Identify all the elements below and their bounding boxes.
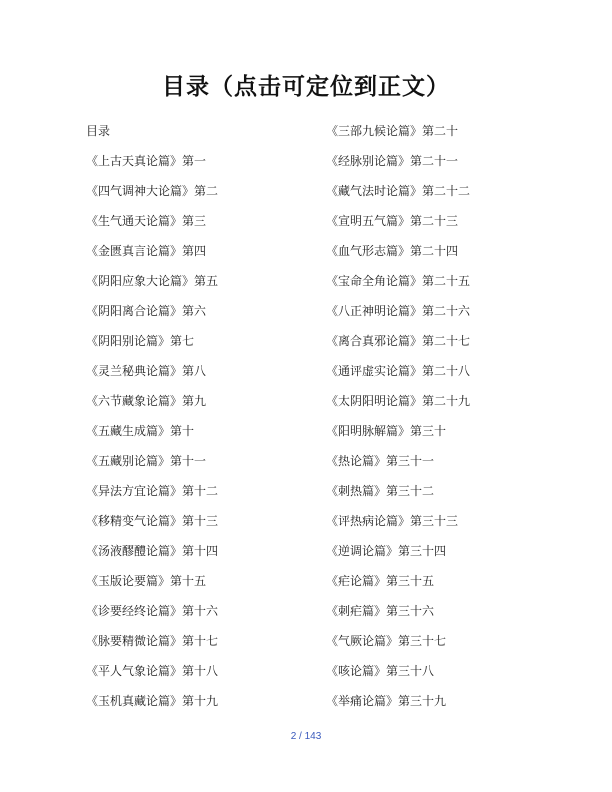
toc-link-label: 《上古天真论篇》第一 (86, 154, 207, 168)
toc-link[interactable] (86, 360, 316, 390)
toc-link[interactable] (86, 390, 316, 420)
toc-link-label: 《生气通天论篇》第三 (86, 214, 207, 228)
toc-column-left (86, 120, 316, 720)
toc-link[interactable] (326, 390, 576, 420)
toc-link-label: 《疟论篇》第三十五 (326, 574, 435, 588)
toc-link-label: 《五藏生成篇》第十 (86, 424, 195, 438)
toc-link[interactable] (86, 570, 316, 600)
toc-link-label: 《逆调论篇》第三十四 (326, 544, 447, 558)
toc-link-label: 《刺热篇》第三十二 (326, 484, 435, 498)
page-number-indicator: 2 / 143 (290, 731, 322, 742)
toc-link[interactable] (86, 660, 316, 690)
toc-link-label: 《汤液醪醴论篇》第十四 (86, 544, 219, 558)
toc-link-label: 《刺疟篇》第三十六 (326, 604, 435, 618)
toc-link-label: 《评热病论篇》第三十三 (326, 514, 459, 528)
toc-link[interactable] (86, 150, 316, 180)
toc-link[interactable] (86, 690, 316, 720)
toc-link[interactable] (326, 450, 576, 480)
toc-link[interactable] (326, 660, 576, 690)
toc-link-label: 《脉要精微论篇》第十七 (86, 634, 219, 648)
toc-link-label: 《宣明五气篇》第二十三 (326, 214, 459, 228)
toc-link-label: 《阴阳别论篇》第七 (86, 334, 195, 348)
toc-link-label: 《阴阳离合论篇》第六 (86, 304, 207, 318)
toc-link-label: 《血气形志篇》第二十四 (326, 244, 459, 258)
toc-link-label: 《玉机真藏论篇》第十九 (86, 694, 219, 708)
toc-link[interactable] (326, 510, 576, 540)
toc-link[interactable] (86, 210, 316, 240)
toc-link[interactable] (86, 300, 316, 330)
toc-link-label: 《异法方宜论篇》第十二 (86, 484, 219, 498)
toc-column-right (326, 120, 576, 720)
toc-link[interactable] (326, 690, 576, 720)
toc-link-label: 《藏气法时论篇》第二十二 (326, 184, 471, 198)
toc-link-label: 《五藏别论篇》第十一 (86, 454, 207, 468)
toc-link-label: 《诊要经终论篇》第十六 (86, 604, 219, 618)
toc-link[interactable] (326, 180, 576, 210)
toc-link-label: 《气厥论篇》第三十七 (326, 634, 447, 648)
toc-link[interactable] (86, 450, 316, 480)
toc-link-label: 《阳明脉解篇》第三十 (326, 424, 447, 438)
toc-link[interactable] (86, 630, 316, 660)
toc-link-label: 《八正神明论篇》第二十六 (326, 304, 471, 318)
toc-link-label: 《太阴阳明论篇》第二十九 (326, 394, 471, 408)
toc-link[interactable] (86, 540, 316, 570)
toc-link[interactable] (326, 360, 576, 390)
toc-link-label: 《离合真邪论篇》第二十七 (326, 334, 471, 348)
toc-link[interactable] (86, 180, 316, 210)
toc-link-label: 《咳论篇》第三十八 (326, 664, 435, 678)
toc-link[interactable] (326, 630, 576, 660)
toc-link[interactable] (326, 570, 576, 600)
page-title: 目录（点击可定位到正文） (162, 74, 450, 100)
toc-link[interactable] (326, 480, 576, 510)
toc-link[interactable] (326, 420, 576, 450)
toc-link-label: 《四气调神大论篇》第二 (86, 184, 219, 198)
toc-link[interactable] (326, 330, 576, 360)
toc-link[interactable] (86, 270, 316, 300)
toc-link[interactable] (86, 510, 316, 540)
toc-link-label: 目录 (86, 124, 111, 138)
toc-link-label: 《经脉别论篇》第二十一 (326, 154, 459, 168)
toc-link-label: 《平人气象论篇》第十八 (86, 664, 219, 678)
toc-link-label: 《移精变气论篇》第十三 (86, 514, 219, 528)
toc-link-label: 《六节藏象论篇》第九 (86, 394, 207, 408)
toc-link[interactable] (326, 600, 576, 630)
toc-link[interactable] (326, 540, 576, 570)
toc-link-label: 《举痛论篇》第三十九 (326, 694, 447, 708)
toc-link[interactable] (86, 420, 316, 450)
toc-link[interactable] (86, 600, 316, 630)
toc-link[interactable] (326, 120, 576, 150)
toc-link[interactable] (86, 330, 316, 360)
toc-link-label: 《阴阳应象大论篇》第五 (86, 274, 219, 288)
toc-link[interactable] (326, 150, 576, 180)
toc-link[interactable] (86, 120, 316, 150)
toc-link[interactable] (86, 240, 316, 270)
toc-link[interactable] (326, 210, 576, 240)
toc-link[interactable] (326, 240, 576, 270)
toc-link[interactable] (326, 300, 576, 330)
toc-link-label: 《玉版论要篇》第十五 (86, 574, 207, 588)
toc-link-label: 《金匮真言论篇》第四 (86, 244, 207, 258)
toc-link[interactable] (86, 480, 316, 510)
toc-link-label: 《宝命全角论篇》第二十五 (326, 274, 471, 288)
toc-link-label: 《灵兰秘典论篇》第八 (86, 364, 207, 378)
toc-link-label: 《三部九候论篇》第二十 (326, 124, 459, 138)
toc-link[interactable] (326, 270, 576, 300)
toc-link-label: 《通评虚实论篇》第二十八 (326, 364, 471, 378)
toc-link-label: 《热论篇》第三十一 (326, 454, 435, 468)
